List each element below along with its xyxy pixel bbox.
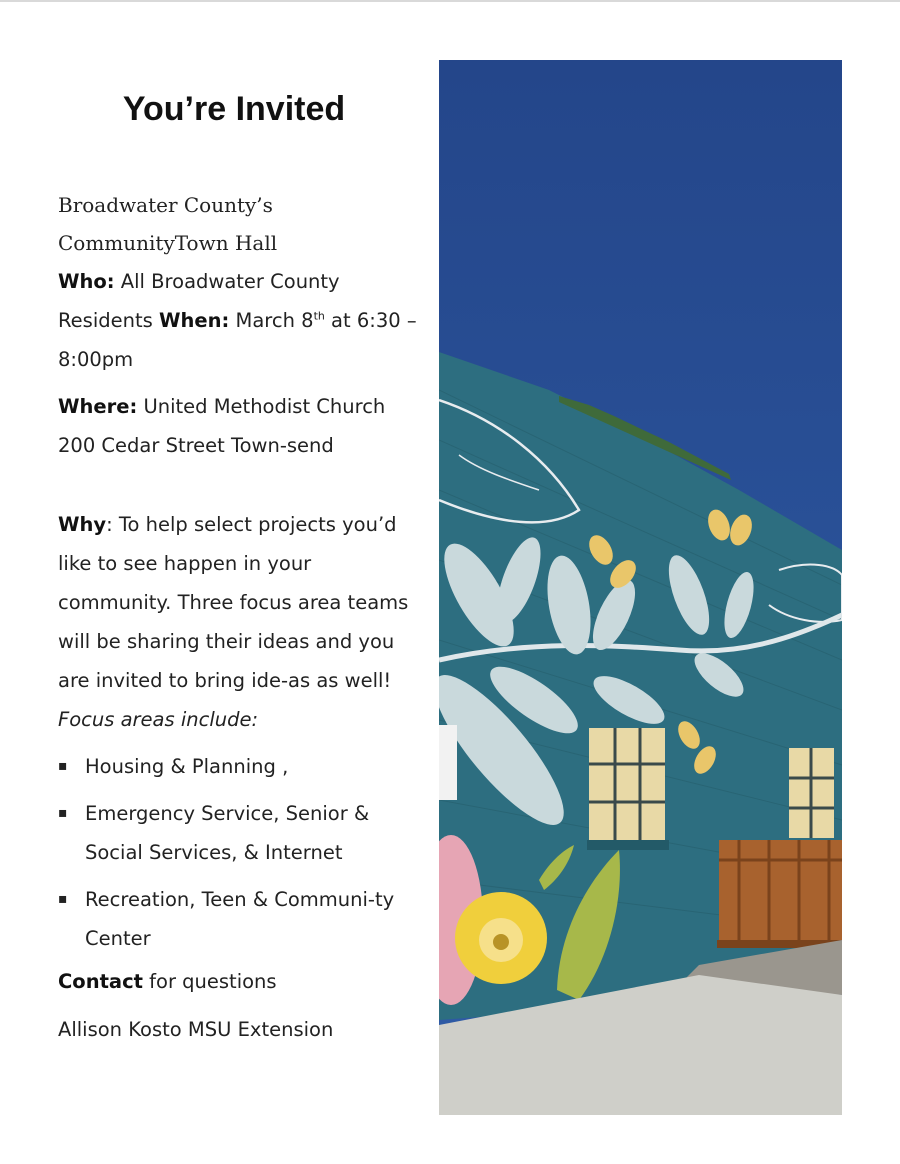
window-right (789, 748, 834, 838)
bullet-icon: ▪ (58, 758, 68, 774)
when-text: March 8 (229, 309, 314, 332)
where-paragraph (58, 387, 418, 465)
bullet-icon: ▪ (58, 891, 68, 907)
event-name-line1: Broadwater County’s (58, 193, 273, 217)
when-ordinal: th (313, 309, 325, 323)
focus-area-label: Emergency Service, Senior & Social Services, & Internet (85, 802, 370, 864)
where-label: Where: (58, 395, 138, 418)
event-name (58, 186, 418, 262)
contact-label: Contact (58, 970, 143, 993)
who-label: Who: (58, 270, 115, 293)
bullet-icon: ▪ (58, 805, 68, 821)
list-item (58, 794, 418, 872)
why-text: : To help select projects you’d like to see happen in your community. Three focus area teams will be sharing their ideas and you are invited to bring ide-as as well! (58, 513, 409, 692)
event-name-line2: CommunityTown Hall (58, 231, 278, 255)
focus-area-label: Housing & Planning , (85, 755, 289, 778)
when-time: at 6:30 – 8:00pm (58, 309, 417, 371)
list-item (58, 747, 418, 786)
mural-photo (439, 60, 842, 1115)
window-left (587, 728, 669, 850)
flyer-title: You’re Invited (122, 90, 346, 128)
where-text: United Methodist Church 200 Cedar Street Town-send (58, 395, 386, 457)
when-label: When: (159, 309, 230, 332)
page-top-border (0, 0, 900, 2)
mural-photo-illustration (439, 60, 842, 1115)
flyer-text-column (58, 84, 418, 1049)
who-text: All Broadwater County Residents (58, 270, 340, 332)
focus-areas-list (58, 747, 418, 958)
contact-name: Allison Kosto MSU Extension (58, 1018, 334, 1041)
contact-paragraph (58, 962, 418, 1001)
yellow-flower (455, 892, 547, 984)
list-item (58, 880, 418, 958)
wooden-fence (717, 840, 842, 948)
contact-text: for questions (142, 970, 277, 993)
who-when-paragraph (58, 262, 418, 379)
why-paragraph (58, 505, 418, 739)
why-label: Why (58, 513, 107, 536)
focus-areas-label: Focus areas include: (58, 708, 259, 731)
focus-area-label: Recreation, Teen & Communi-ty Center (85, 888, 395, 950)
